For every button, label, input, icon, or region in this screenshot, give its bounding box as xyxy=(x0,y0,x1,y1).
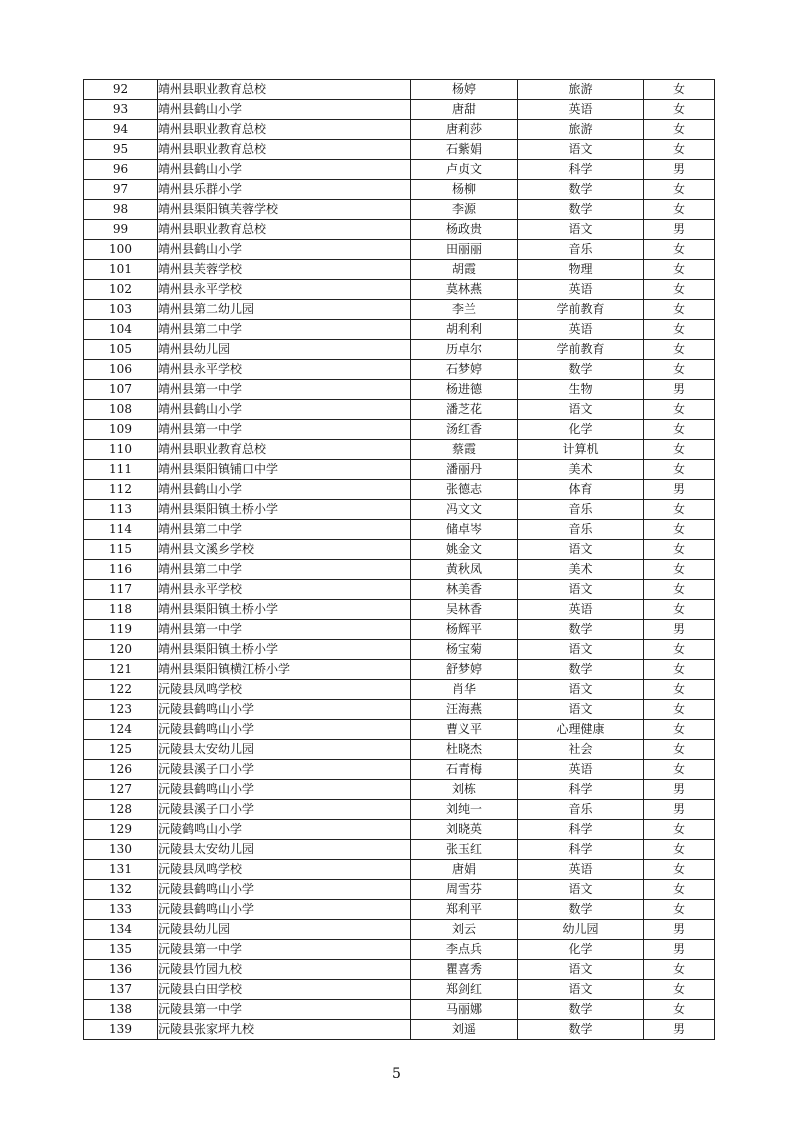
subject-cell: 化学 xyxy=(518,940,644,960)
table-row xyxy=(84,700,715,720)
person-name-cell: 舒梦婷 xyxy=(411,660,518,680)
person-name-cell: 刘晓英 xyxy=(411,820,518,840)
school-name-cell: 靖州县永平学校 xyxy=(158,280,411,300)
table-row xyxy=(84,100,715,120)
subject-cell: 英语 xyxy=(518,280,644,300)
subject-cell: 数学 xyxy=(518,200,644,220)
subject-cell: 数学 xyxy=(518,180,644,200)
row-number-cell: 107 xyxy=(84,380,158,400)
school-name-cell: 靖州县第二中学 xyxy=(158,520,411,540)
gender-cell: 女 xyxy=(644,980,715,1000)
school-name-cell: 靖州县鹤山小学 xyxy=(158,400,411,420)
person-name-cell: 杨宝菊 xyxy=(411,640,518,660)
gender-cell: 女 xyxy=(644,100,715,120)
row-number-cell: 98 xyxy=(84,200,158,220)
school-name-cell: 靖州县职业教育总校 xyxy=(158,440,411,460)
table-row xyxy=(84,240,715,260)
person-name-cell: 杜晓杰 xyxy=(411,740,518,760)
school-name-cell: 靖州县鹤山小学 xyxy=(158,160,411,180)
row-number-cell: 124 xyxy=(84,720,158,740)
table-row xyxy=(84,980,715,1000)
subject-cell: 科学 xyxy=(518,160,644,180)
row-number-cell: 134 xyxy=(84,920,158,940)
gender-cell: 女 xyxy=(644,180,715,200)
table-row xyxy=(84,860,715,880)
row-number-cell: 126 xyxy=(84,760,158,780)
table-row xyxy=(84,880,715,900)
gender-cell: 女 xyxy=(644,460,715,480)
subject-cell: 旅游 xyxy=(518,80,644,100)
school-name-cell: 靖州县第二幼儿园 xyxy=(158,300,411,320)
subject-cell: 英语 xyxy=(518,860,644,880)
row-number-cell: 119 xyxy=(84,620,158,640)
gender-cell: 女 xyxy=(644,200,715,220)
gender-cell: 女 xyxy=(644,80,715,100)
table-row xyxy=(84,220,715,240)
gender-cell: 女 xyxy=(644,520,715,540)
school-name-cell: 靖州县第二中学 xyxy=(158,560,411,580)
table-row xyxy=(84,260,715,280)
person-name-cell: 汤红香 xyxy=(411,420,518,440)
gender-cell: 女 xyxy=(644,700,715,720)
row-number-cell: 118 xyxy=(84,600,158,620)
person-name-cell: 刘遥 xyxy=(411,1020,518,1040)
subject-cell: 英语 xyxy=(518,760,644,780)
gender-cell: 男 xyxy=(644,160,715,180)
row-number-cell: 102 xyxy=(84,280,158,300)
row-number-cell: 130 xyxy=(84,840,158,860)
person-name-cell: 黄秋凤 xyxy=(411,560,518,580)
person-name-cell: 曹义平 xyxy=(411,720,518,740)
gender-cell: 女 xyxy=(644,820,715,840)
school-name-cell: 靖州县职业教育总校 xyxy=(158,220,411,240)
gender-cell: 男 xyxy=(644,380,715,400)
row-number-cell: 94 xyxy=(84,120,158,140)
gender-cell: 女 xyxy=(644,740,715,760)
table-row xyxy=(84,680,715,700)
row-number-cell: 115 xyxy=(84,540,158,560)
gender-cell: 女 xyxy=(644,880,715,900)
school-name-cell: 沅陵县白田学校 xyxy=(158,980,411,1000)
person-name-cell: 杨婷 xyxy=(411,80,518,100)
subject-cell: 语文 xyxy=(518,640,644,660)
school-name-cell: 靖州县渠阳镇土桥小学 xyxy=(158,600,411,620)
subject-cell: 科学 xyxy=(518,820,644,840)
subject-cell: 数学 xyxy=(518,360,644,380)
person-name-cell: 杨进德 xyxy=(411,380,518,400)
subject-cell: 语文 xyxy=(518,400,644,420)
subject-cell: 数学 xyxy=(518,1020,644,1040)
table-row xyxy=(84,800,715,820)
gender-cell: 女 xyxy=(644,680,715,700)
row-number-cell: 95 xyxy=(84,140,158,160)
gender-cell: 男 xyxy=(644,620,715,640)
person-name-cell: 唐甜 xyxy=(411,100,518,120)
row-number-cell: 96 xyxy=(84,160,158,180)
row-number-cell: 93 xyxy=(84,100,158,120)
person-name-cell: 瞿喜秀 xyxy=(411,960,518,980)
gender-cell: 男 xyxy=(644,780,715,800)
school-name-cell: 靖州县永平学校 xyxy=(158,360,411,380)
school-name-cell: 靖州县幼儿园 xyxy=(158,340,411,360)
table-row xyxy=(84,940,715,960)
person-name-cell: 石梦婷 xyxy=(411,360,518,380)
row-number-cell: 129 xyxy=(84,820,158,840)
roster-table-body xyxy=(84,80,715,1040)
row-number-cell: 133 xyxy=(84,900,158,920)
row-number-cell: 108 xyxy=(84,400,158,420)
gender-cell: 男 xyxy=(644,800,715,820)
school-name-cell: 沅陵县鹤鸣山小学 xyxy=(158,880,411,900)
school-name-cell: 靖州县鹤山小学 xyxy=(158,100,411,120)
table-row xyxy=(84,1000,715,1020)
table-row xyxy=(84,460,715,480)
row-number-cell: 128 xyxy=(84,800,158,820)
row-number-cell: 103 xyxy=(84,300,158,320)
subject-cell: 美术 xyxy=(518,460,644,480)
table-row xyxy=(84,600,715,620)
table-row xyxy=(84,480,715,500)
gender-cell: 女 xyxy=(644,420,715,440)
row-number-cell: 135 xyxy=(84,940,158,960)
gender-cell: 女 xyxy=(644,400,715,420)
subject-cell: 语文 xyxy=(518,540,644,560)
subject-cell: 音乐 xyxy=(518,500,644,520)
gender-cell: 女 xyxy=(644,440,715,460)
gender-cell: 女 xyxy=(644,840,715,860)
subject-cell: 语文 xyxy=(518,140,644,160)
table-row xyxy=(84,200,715,220)
table-row xyxy=(84,280,715,300)
school-name-cell: 靖州县文溪乡学校 xyxy=(158,540,411,560)
subject-cell: 英语 xyxy=(518,100,644,120)
subject-cell: 美术 xyxy=(518,560,644,580)
school-name-cell: 靖州县第一中学 xyxy=(158,380,411,400)
person-name-cell: 姚金文 xyxy=(411,540,518,560)
person-name-cell: 李点兵 xyxy=(411,940,518,960)
subject-cell: 语文 xyxy=(518,980,644,1000)
table-row xyxy=(84,500,715,520)
person-name-cell: 胡利利 xyxy=(411,320,518,340)
subject-cell: 语文 xyxy=(518,880,644,900)
row-number-cell: 139 xyxy=(84,1020,158,1040)
subject-cell: 数学 xyxy=(518,620,644,640)
person-name-cell: 唐娟 xyxy=(411,860,518,880)
school-name-cell: 沅陵县溪子口小学 xyxy=(158,760,411,780)
table-row xyxy=(84,380,715,400)
person-name-cell: 潘丽丹 xyxy=(411,460,518,480)
table-row xyxy=(84,780,715,800)
row-number-cell: 105 xyxy=(84,340,158,360)
table-row xyxy=(84,120,715,140)
gender-cell: 女 xyxy=(644,660,715,680)
page-number: 5 xyxy=(392,1066,401,1082)
school-name-cell: 靖州县鹤山小学 xyxy=(158,240,411,260)
row-number-cell: 113 xyxy=(84,500,158,520)
school-name-cell: 靖州县乐群小学 xyxy=(158,180,411,200)
gender-cell: 女 xyxy=(644,760,715,780)
person-name-cell: 刘云 xyxy=(411,920,518,940)
table-row xyxy=(84,360,715,380)
gender-cell: 女 xyxy=(644,580,715,600)
gender-cell: 女 xyxy=(644,600,715,620)
table-row xyxy=(84,720,715,740)
subject-cell: 音乐 xyxy=(518,240,644,260)
row-number-cell: 92 xyxy=(84,80,158,100)
table-row xyxy=(84,420,715,440)
subject-cell: 物理 xyxy=(518,260,644,280)
gender-cell: 男 xyxy=(644,920,715,940)
subject-cell: 计算机 xyxy=(518,440,644,460)
gender-cell: 女 xyxy=(644,960,715,980)
table-row xyxy=(84,560,715,580)
table-row xyxy=(84,660,715,680)
person-name-cell: 郑剑红 xyxy=(411,980,518,1000)
school-name-cell: 靖州县职业教育总校 xyxy=(158,80,411,100)
table-row xyxy=(84,740,715,760)
person-name-cell: 蔡霞 xyxy=(411,440,518,460)
person-name-cell: 冯文文 xyxy=(411,500,518,520)
subject-cell: 生物 xyxy=(518,380,644,400)
gender-cell: 女 xyxy=(644,860,715,880)
table-row xyxy=(84,820,715,840)
roster-table xyxy=(83,79,715,1040)
subject-cell: 语文 xyxy=(518,580,644,600)
person-name-cell: 石紫娟 xyxy=(411,140,518,160)
table-row xyxy=(84,640,715,660)
subject-cell: 体育 xyxy=(518,480,644,500)
school-name-cell: 沅陵县鹤鸣山小学 xyxy=(158,900,411,920)
subject-cell: 学前教育 xyxy=(518,340,644,360)
person-name-cell: 马丽娜 xyxy=(411,1000,518,1020)
subject-cell: 英语 xyxy=(518,600,644,620)
table-row xyxy=(84,840,715,860)
table-row xyxy=(84,80,715,100)
row-number-cell: 99 xyxy=(84,220,158,240)
subject-cell: 数学 xyxy=(518,900,644,920)
gender-cell: 男 xyxy=(644,940,715,960)
person-name-cell: 杨政贵 xyxy=(411,220,518,240)
subject-cell: 旅游 xyxy=(518,120,644,140)
school-name-cell: 沅陵县溪子口小学 xyxy=(158,800,411,820)
subject-cell: 语文 xyxy=(518,220,644,240)
row-number-cell: 137 xyxy=(84,980,158,1000)
table-row xyxy=(84,540,715,560)
gender-cell: 女 xyxy=(644,360,715,380)
subject-cell: 化学 xyxy=(518,420,644,440)
gender-cell: 女 xyxy=(644,500,715,520)
row-number-cell: 125 xyxy=(84,740,158,760)
row-number-cell: 138 xyxy=(84,1000,158,1020)
person-name-cell: 肖华 xyxy=(411,680,518,700)
person-name-cell: 唐莉莎 xyxy=(411,120,518,140)
gender-cell: 女 xyxy=(644,280,715,300)
table-row xyxy=(84,180,715,200)
school-name-cell: 沅陵县竹园九校 xyxy=(158,960,411,980)
person-name-cell: 潘芝花 xyxy=(411,400,518,420)
table-row xyxy=(84,1020,715,1040)
subject-cell: 语文 xyxy=(518,700,644,720)
subject-cell: 英语 xyxy=(518,320,644,340)
row-number-cell: 114 xyxy=(84,520,158,540)
gender-cell: 男 xyxy=(644,220,715,240)
school-name-cell: 沅陵县太安幼儿园 xyxy=(158,740,411,760)
person-name-cell: 张德志 xyxy=(411,480,518,500)
table-row xyxy=(84,400,715,420)
row-number-cell: 109 xyxy=(84,420,158,440)
person-name-cell: 李兰 xyxy=(411,300,518,320)
person-name-cell: 储卓岑 xyxy=(411,520,518,540)
subject-cell: 数学 xyxy=(518,660,644,680)
person-name-cell: 周雪芬 xyxy=(411,880,518,900)
person-name-cell: 历卓尔 xyxy=(411,340,518,360)
table-row xyxy=(84,340,715,360)
table-row xyxy=(84,580,715,600)
school-name-cell: 靖州县第一中学 xyxy=(158,420,411,440)
school-name-cell: 靖州县渠阳镇横江桥小学 xyxy=(158,660,411,680)
school-name-cell: 靖州县渠阳镇芙蓉学校 xyxy=(158,200,411,220)
row-number-cell: 106 xyxy=(84,360,158,380)
row-number-cell: 110 xyxy=(84,440,158,460)
table-row xyxy=(84,960,715,980)
school-name-cell: 靖州县芙蓉学校 xyxy=(158,260,411,280)
row-number-cell: 123 xyxy=(84,700,158,720)
gender-cell: 女 xyxy=(644,560,715,580)
gender-cell: 女 xyxy=(644,540,715,560)
person-name-cell: 郑利平 xyxy=(411,900,518,920)
school-name-cell: 靖州县职业教育总校 xyxy=(158,140,411,160)
row-number-cell: 117 xyxy=(84,580,158,600)
table-row xyxy=(84,520,715,540)
table-row xyxy=(84,920,715,940)
table-row xyxy=(84,760,715,780)
row-number-cell: 112 xyxy=(84,480,158,500)
school-name-cell: 靖州县鹤山小学 xyxy=(158,480,411,500)
subject-cell: 社会 xyxy=(518,740,644,760)
row-number-cell: 116 xyxy=(84,560,158,580)
person-name-cell: 莫林燕 xyxy=(411,280,518,300)
person-name-cell: 田丽丽 xyxy=(411,240,518,260)
row-number-cell: 111 xyxy=(84,460,158,480)
subject-cell: 幼儿园 xyxy=(518,920,644,940)
school-name-cell: 沅陵县凤鸣学校 xyxy=(158,860,411,880)
subject-cell: 音乐 xyxy=(518,800,644,820)
gender-cell: 男 xyxy=(644,480,715,500)
gender-cell: 女 xyxy=(644,120,715,140)
person-name-cell: 林美香 xyxy=(411,580,518,600)
gender-cell: 女 xyxy=(644,300,715,320)
school-name-cell: 沅陵县第一中学 xyxy=(158,1000,411,1020)
school-name-cell: 沅陵县鹤鸣山小学 xyxy=(158,700,411,720)
school-name-cell: 沅陵县鹤鸣山小学 xyxy=(158,720,411,740)
school-name-cell: 靖州县渠阳镇铺口中学 xyxy=(158,460,411,480)
gender-cell: 女 xyxy=(644,340,715,360)
row-number-cell: 120 xyxy=(84,640,158,660)
school-name-cell: 沅陵县第一中学 xyxy=(158,940,411,960)
table-row xyxy=(84,900,715,920)
subject-cell: 科学 xyxy=(518,840,644,860)
school-name-cell: 沅陵县凤鸣学校 xyxy=(158,680,411,700)
row-number-cell: 122 xyxy=(84,680,158,700)
person-name-cell: 卢贞文 xyxy=(411,160,518,180)
person-name-cell: 刘栋 xyxy=(411,780,518,800)
row-number-cell: 101 xyxy=(84,260,158,280)
gender-cell: 女 xyxy=(644,1000,715,1020)
row-number-cell: 127 xyxy=(84,780,158,800)
table-row xyxy=(84,440,715,460)
school-name-cell: 沅陵县鹤鸣山小学 xyxy=(158,780,411,800)
gender-cell: 女 xyxy=(644,260,715,280)
row-number-cell: 132 xyxy=(84,880,158,900)
school-name-cell: 靖州县渠阳镇土桥小学 xyxy=(158,640,411,660)
subject-cell: 心理健康 xyxy=(518,720,644,740)
subject-cell: 科学 xyxy=(518,780,644,800)
row-number-cell: 136 xyxy=(84,960,158,980)
subject-cell: 语文 xyxy=(518,680,644,700)
subject-cell: 数学 xyxy=(518,1000,644,1020)
person-name-cell: 吴林香 xyxy=(411,600,518,620)
school-name-cell: 沅陵鹤鸣山小学 xyxy=(158,820,411,840)
table-row xyxy=(84,300,715,320)
person-name-cell: 胡霞 xyxy=(411,260,518,280)
person-name-cell: 石青梅 xyxy=(411,760,518,780)
person-name-cell: 杨辉平 xyxy=(411,620,518,640)
row-number-cell: 121 xyxy=(84,660,158,680)
school-name-cell: 靖州县永平学校 xyxy=(158,580,411,600)
person-name-cell: 李源 xyxy=(411,200,518,220)
row-number-cell: 131 xyxy=(84,860,158,880)
table-row xyxy=(84,160,715,180)
subject-cell: 音乐 xyxy=(518,520,644,540)
school-name-cell: 靖州县渠阳镇土桥小学 xyxy=(158,500,411,520)
table-row xyxy=(84,320,715,340)
school-name-cell: 靖州县第一中学 xyxy=(158,620,411,640)
row-number-cell: 100 xyxy=(84,240,158,260)
school-name-cell: 沅陵县幼儿园 xyxy=(158,920,411,940)
gender-cell: 女 xyxy=(644,320,715,340)
gender-cell: 女 xyxy=(644,720,715,740)
gender-cell: 女 xyxy=(644,640,715,660)
person-name-cell: 张玉红 xyxy=(411,840,518,860)
row-number-cell: 97 xyxy=(84,180,158,200)
school-name-cell: 沅陵县张家坪九校 xyxy=(158,1020,411,1040)
row-number-cell: 104 xyxy=(84,320,158,340)
table-row xyxy=(84,140,715,160)
table-row xyxy=(84,620,715,640)
person-name-cell: 杨柳 xyxy=(411,180,518,200)
person-name-cell: 刘纯一 xyxy=(411,800,518,820)
person-name-cell: 汪海燕 xyxy=(411,700,518,720)
gender-cell: 女 xyxy=(644,900,715,920)
school-name-cell: 靖州县职业教育总校 xyxy=(158,120,411,140)
school-name-cell: 沅陵县太安幼儿园 xyxy=(158,840,411,860)
subject-cell: 语文 xyxy=(518,960,644,980)
gender-cell: 男 xyxy=(644,1020,715,1040)
gender-cell: 女 xyxy=(644,240,715,260)
gender-cell: 女 xyxy=(644,140,715,160)
school-name-cell: 靖州县第二中学 xyxy=(158,320,411,340)
subject-cell: 学前教育 xyxy=(518,300,644,320)
